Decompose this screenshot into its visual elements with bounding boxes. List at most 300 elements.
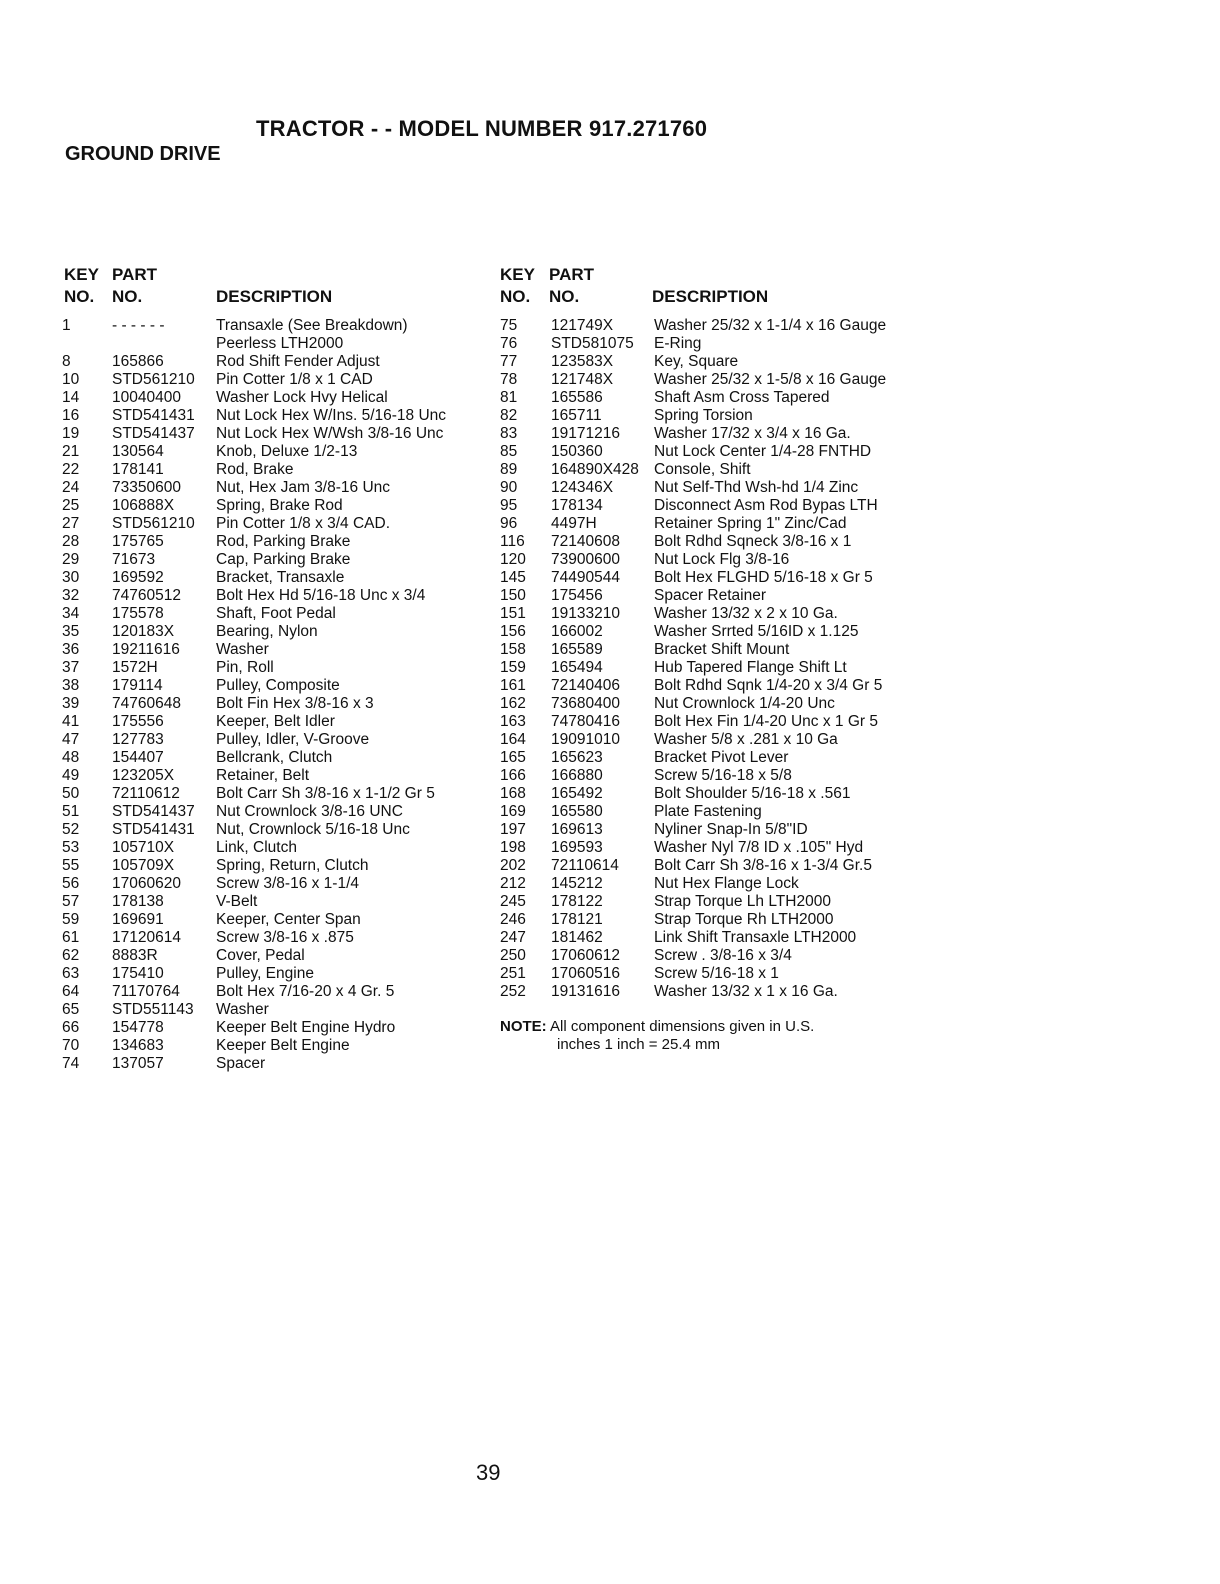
part-description: Key, Square bbox=[654, 353, 739, 370]
part-description: Keeper, Center Span bbox=[216, 911, 361, 928]
table-header bbox=[62, 265, 482, 315]
part-number: 17060612 bbox=[551, 947, 620, 964]
table-row bbox=[62, 569, 482, 587]
key-number: 70 bbox=[62, 1037, 80, 1054]
key-number: 10 bbox=[62, 371, 80, 388]
key-number: 212 bbox=[500, 875, 526, 892]
part-description: Screw 5/16-18 x 1 bbox=[654, 965, 779, 982]
part-number: 106888X bbox=[112, 497, 175, 514]
key-number: 161 bbox=[500, 677, 526, 694]
table-row bbox=[62, 839, 482, 857]
table-row bbox=[500, 317, 930, 335]
key-number: 145 bbox=[500, 569, 526, 586]
part-number: 175556 bbox=[112, 713, 164, 730]
table-row bbox=[500, 947, 930, 965]
key-number: 75 bbox=[500, 317, 518, 334]
table-row bbox=[62, 713, 482, 731]
part-description: Bolt Hex Hd 5/16-18 Unc x 3/4 bbox=[216, 587, 426, 604]
part-number: 145212 bbox=[551, 875, 603, 892]
key-number: 1 bbox=[62, 317, 71, 334]
part-number: 165580 bbox=[551, 803, 603, 820]
table-row bbox=[62, 461, 482, 479]
part-header-1: PART bbox=[112, 265, 158, 284]
part-description: Bolt Rdhd Sqnk 1/4-20 x 3/4 Gr 5 bbox=[654, 677, 883, 694]
part-description: Rod, Brake bbox=[216, 461, 294, 478]
key-number: 34 bbox=[62, 605, 80, 622]
part-number: 17120614 bbox=[112, 929, 181, 946]
table-row bbox=[62, 1055, 482, 1073]
table-row bbox=[62, 875, 482, 893]
part-description: Bracket, Transaxle bbox=[216, 569, 345, 586]
part-description: Nut, Hex Jam 3/8-16 Unc bbox=[216, 479, 391, 496]
table-row bbox=[62, 749, 482, 767]
key-number: 53 bbox=[62, 839, 80, 856]
table-row bbox=[500, 929, 930, 947]
section-title: GROUND DRIVE bbox=[65, 143, 221, 165]
part-number: 73350600 bbox=[112, 479, 181, 496]
part-description: Nut Self-Thd Wsh-hd 1/4 Zinc bbox=[654, 479, 859, 496]
part-number: 17060516 bbox=[551, 965, 620, 982]
table-row bbox=[62, 947, 482, 965]
table-row bbox=[500, 569, 930, 587]
part-description: Nut Lock Center 1/4-28 FNTHD bbox=[654, 443, 872, 460]
part-number: 120183X bbox=[112, 623, 175, 640]
table-row bbox=[500, 785, 930, 803]
part-number: 134683 bbox=[112, 1037, 164, 1054]
part-description: Link Shift Transaxle LTH2000 bbox=[654, 929, 857, 946]
table-row bbox=[500, 695, 930, 713]
key-number: 41 bbox=[62, 713, 80, 730]
parts-rows bbox=[500, 317, 930, 1001]
part-number: STD561210 bbox=[112, 371, 195, 388]
part-number: 74760648 bbox=[112, 695, 181, 712]
dimension-note bbox=[500, 1018, 814, 1054]
table-row bbox=[500, 623, 930, 641]
part-description: Keeper Belt Engine Hydro bbox=[216, 1019, 396, 1036]
part-description: Washer Lock Hvy Helical bbox=[216, 389, 388, 406]
part-number: - - - - - - bbox=[112, 317, 165, 334]
table-row bbox=[62, 605, 482, 623]
part-header-1: PART bbox=[549, 265, 595, 284]
part-number: 17060620 bbox=[112, 875, 181, 892]
key-number: 8 bbox=[62, 353, 71, 370]
part-number: 154778 bbox=[112, 1019, 164, 1036]
table-row bbox=[62, 389, 482, 407]
key-number: 39 bbox=[62, 695, 80, 712]
table-row bbox=[62, 371, 482, 389]
part-description: Rod, Parking Brake bbox=[216, 533, 351, 550]
part-description: Rod Shift Fender Adjust bbox=[216, 353, 380, 370]
part-description: Plate Fastening bbox=[654, 803, 762, 820]
part-description: Washer 25/32 x 1-1/4 x 16 Gauge bbox=[654, 317, 887, 334]
part-description: Washer Nyl 7/8 ID x .105" Hyd bbox=[654, 839, 864, 856]
part-description: Keeper Belt Engine bbox=[216, 1037, 350, 1054]
table-row bbox=[62, 353, 482, 371]
part-number: 10040400 bbox=[112, 389, 181, 406]
parts-list-left bbox=[62, 265, 482, 1073]
table-row bbox=[62, 641, 482, 659]
table-row bbox=[62, 695, 482, 713]
part-number: 137057 bbox=[112, 1055, 164, 1072]
part-description: Bearing, Nylon bbox=[216, 623, 318, 640]
key-number: 164 bbox=[500, 731, 526, 748]
table-row bbox=[500, 893, 930, 911]
note-line-1: All component dimensions given in U.S. bbox=[550, 1018, 815, 1035]
table-row bbox=[500, 371, 930, 389]
key-number: 202 bbox=[500, 857, 526, 874]
part-number: 165866 bbox=[112, 353, 164, 370]
key-number: 27 bbox=[62, 515, 80, 532]
part-description: Spring, Brake Rod bbox=[216, 497, 343, 514]
key-number: 95 bbox=[500, 497, 518, 514]
key-number: 66 bbox=[62, 1019, 80, 1036]
note-label: NOTE: bbox=[500, 1018, 547, 1035]
part-description: Pin, Roll bbox=[216, 659, 274, 676]
key-number: 14 bbox=[62, 389, 80, 406]
part-description: Hub Tapered Flange Shift Lt bbox=[654, 659, 847, 676]
part-description: Bolt Carr Sh 3/8-16 x 1-1/2 Gr 5 bbox=[216, 785, 435, 802]
key-number: 25 bbox=[62, 497, 80, 514]
part-number: 165623 bbox=[551, 749, 603, 766]
part-description: Spacer Retainer bbox=[654, 587, 767, 604]
key-number: 158 bbox=[500, 641, 526, 658]
part-number: STD541437 bbox=[112, 803, 195, 820]
part-description: Washer 13/32 x 1 x 16 Ga. bbox=[654, 983, 838, 1000]
table-row bbox=[62, 821, 482, 839]
part-number: 127783 bbox=[112, 731, 164, 748]
part-number: 4497H bbox=[551, 515, 597, 532]
part-number: 19091010 bbox=[551, 731, 620, 748]
table-row bbox=[62, 623, 482, 641]
part-number: 178121 bbox=[551, 911, 603, 928]
table-row bbox=[62, 929, 482, 947]
part-description: Bracket Shift Mount bbox=[654, 641, 790, 658]
key-number: 89 bbox=[500, 461, 518, 478]
part-description: Washer Srrted 5/16ID x 1.125 bbox=[654, 623, 859, 640]
table-row bbox=[62, 335, 482, 353]
key-number: 59 bbox=[62, 911, 80, 928]
part-number: 19133210 bbox=[551, 605, 620, 622]
table-header bbox=[500, 265, 930, 315]
key-number: 65 bbox=[62, 1001, 80, 1018]
table-row bbox=[62, 479, 482, 497]
table-row bbox=[500, 605, 930, 623]
part-number: 8883R bbox=[112, 947, 158, 964]
key-number: 197 bbox=[500, 821, 526, 838]
key-number: 74 bbox=[62, 1055, 80, 1072]
part-description: Pin Cotter 1/8 x 3/4 CAD. bbox=[216, 515, 391, 532]
table-row bbox=[62, 731, 482, 749]
table-row bbox=[500, 407, 930, 425]
part-description: Bolt Shoulder 5/16-18 x .561 bbox=[654, 785, 851, 802]
part-description: Nut Lock Flg 3/8-16 bbox=[654, 551, 790, 568]
key-header-1: KEY bbox=[64, 265, 99, 284]
part-number: STD541437 bbox=[112, 425, 195, 442]
table-row bbox=[500, 965, 930, 983]
part-description: Link, Clutch bbox=[216, 839, 297, 856]
part-description: Pin Cotter 1/8 x 1 CAD bbox=[216, 371, 373, 388]
table-row bbox=[500, 587, 930, 605]
part-number: 73680400 bbox=[551, 695, 620, 712]
part-number: 169593 bbox=[551, 839, 603, 856]
part-number: 181462 bbox=[551, 929, 603, 946]
table-row bbox=[500, 803, 930, 821]
key-number: 28 bbox=[62, 533, 80, 550]
parts-rows bbox=[62, 317, 482, 1073]
part-number: 19131616 bbox=[551, 983, 620, 1000]
table-row bbox=[500, 389, 930, 407]
part-number: 175578 bbox=[112, 605, 164, 622]
part-description: Nyliner Snap-In 5/8"ID bbox=[654, 821, 808, 838]
part-number: 166880 bbox=[551, 767, 603, 784]
key-number: 245 bbox=[500, 893, 526, 910]
part-description: Nut Lock Hex W/Wsh 3/8-16 Unc bbox=[216, 425, 444, 442]
part-number: 178134 bbox=[551, 497, 603, 514]
part-description: Bolt Hex FLGHD 5/16-18 x Gr 5 bbox=[654, 569, 873, 586]
key-number: 62 bbox=[62, 947, 80, 964]
part-description: Nut Crownlock 3/8-16 UNC bbox=[216, 803, 403, 820]
key-number: 96 bbox=[500, 515, 518, 532]
key-number: 165 bbox=[500, 749, 526, 766]
key-number: 48 bbox=[62, 749, 80, 766]
key-number: 64 bbox=[62, 983, 80, 1000]
table-row bbox=[500, 677, 930, 695]
table-row bbox=[500, 767, 930, 785]
table-row bbox=[62, 1037, 482, 1055]
key-number: 61 bbox=[62, 929, 80, 946]
part-number: 74490544 bbox=[551, 569, 620, 586]
key-number: 76 bbox=[500, 335, 518, 352]
note-line-2: inches 1 inch = 25.4 mm bbox=[557, 1036, 721, 1053]
part-number: 105709X bbox=[112, 857, 175, 874]
part-number: 71170764 bbox=[112, 983, 180, 1000]
part-number: 178138 bbox=[112, 893, 164, 910]
table-row bbox=[500, 857, 930, 875]
key-number: 21 bbox=[62, 443, 80, 460]
part-number: 121749X bbox=[551, 317, 614, 334]
part-description: Shaft, Foot Pedal bbox=[216, 605, 336, 622]
key-number: 168 bbox=[500, 785, 526, 802]
table-row bbox=[500, 875, 930, 893]
part-description: Transaxle (See Breakdown) bbox=[216, 317, 408, 334]
part-description: Knob, Deluxe 1/2-13 bbox=[216, 443, 358, 460]
table-row bbox=[62, 515, 482, 533]
part-number: 175410 bbox=[112, 965, 164, 982]
key-number: 250 bbox=[500, 947, 526, 964]
key-number: 78 bbox=[500, 371, 518, 388]
table-row bbox=[62, 857, 482, 875]
table-row bbox=[62, 785, 482, 803]
part-description: Pulley, Composite bbox=[216, 677, 340, 694]
key-number: 81 bbox=[500, 389, 518, 406]
part-number: 165589 bbox=[551, 641, 603, 658]
table-row bbox=[500, 911, 930, 929]
part-number: 123205X bbox=[112, 767, 175, 784]
part-number: 74760512 bbox=[112, 587, 181, 604]
part-description: Bellcrank, Clutch bbox=[216, 749, 333, 766]
table-row bbox=[62, 677, 482, 695]
part-description: Washer 17/32 x 3/4 x 16 Ga. bbox=[654, 425, 851, 442]
table-row bbox=[500, 551, 930, 569]
part-number: 19211616 bbox=[112, 641, 180, 658]
part-description: Washer 25/32 x 1-5/8 x 16 Gauge bbox=[654, 371, 887, 388]
part-description: Spacer bbox=[216, 1055, 266, 1072]
table-row bbox=[500, 659, 930, 677]
key-number: 22 bbox=[62, 461, 80, 478]
part-number: 73900600 bbox=[551, 551, 620, 568]
table-row bbox=[62, 443, 482, 461]
key-number: 252 bbox=[500, 983, 526, 1000]
key-number: 57 bbox=[62, 893, 80, 910]
part-description: Spring, Return, Clutch bbox=[216, 857, 369, 874]
table-row bbox=[62, 425, 482, 443]
table-row bbox=[500, 749, 930, 767]
key-number: 52 bbox=[62, 821, 80, 838]
table-row bbox=[62, 317, 482, 335]
table-row bbox=[500, 443, 930, 461]
part-description: Bolt Fin Hex 3/8-16 x 3 bbox=[216, 695, 374, 712]
part-description: Strap Torque Lh LTH2000 bbox=[654, 893, 831, 910]
table-row bbox=[62, 965, 482, 983]
part-description: E-Ring bbox=[654, 335, 702, 352]
table-row bbox=[500, 425, 930, 443]
key-number: 120 bbox=[500, 551, 526, 568]
part-number: 105710X bbox=[112, 839, 175, 856]
part-number: 164890X428 bbox=[551, 461, 639, 478]
key-number: 37 bbox=[62, 659, 80, 676]
part-description: Retainer Spring 1" Zinc/Cad bbox=[654, 515, 847, 532]
key-number: 83 bbox=[500, 425, 518, 442]
part-number: 72140406 bbox=[551, 677, 620, 694]
part-description: Washer bbox=[216, 1001, 269, 1018]
key-number: 63 bbox=[62, 965, 80, 982]
table-row bbox=[62, 497, 482, 515]
part-description: Screw 3/8-16 x 1-1/4 bbox=[216, 875, 360, 892]
part-description: Peerless LTH2000 bbox=[216, 335, 344, 352]
part-number: 169613 bbox=[551, 821, 603, 838]
part-number: 72110612 bbox=[112, 785, 180, 802]
table-row bbox=[500, 497, 930, 515]
part-description: Keeper, Belt Idler bbox=[216, 713, 335, 730]
key-number: 163 bbox=[500, 713, 526, 730]
part-description: Nut Crownlock 1/4-20 Unc bbox=[654, 695, 835, 712]
key-number: 247 bbox=[500, 929, 526, 946]
part-number: 166002 bbox=[551, 623, 603, 640]
table-row bbox=[500, 839, 930, 857]
part-number: 165586 bbox=[551, 389, 603, 406]
part-number: 123583X bbox=[551, 353, 614, 370]
part-description: Retainer, Belt bbox=[216, 767, 310, 784]
table-row bbox=[62, 1001, 482, 1019]
parts-list-right bbox=[500, 265, 930, 1001]
part-number: 72140608 bbox=[551, 533, 620, 550]
part-number: 71673 bbox=[112, 551, 156, 568]
part-number: 74780416 bbox=[551, 713, 620, 730]
table-row bbox=[62, 983, 482, 1001]
table-row bbox=[500, 641, 930, 659]
key-number: 77 bbox=[500, 353, 518, 370]
key-number: 30 bbox=[62, 569, 80, 586]
part-description: Strap Torque Rh LTH2000 bbox=[654, 911, 834, 928]
page-title: TRACTOR - - MODEL NUMBER 917.271760 bbox=[256, 116, 708, 141]
part-description: Washer bbox=[216, 641, 269, 658]
table-row bbox=[500, 335, 930, 353]
key-number: 156 bbox=[500, 623, 526, 640]
key-number: 246 bbox=[500, 911, 526, 928]
part-description: Cover, Pedal bbox=[216, 947, 305, 964]
key-number: 166 bbox=[500, 767, 526, 784]
table-row bbox=[62, 767, 482, 785]
description-header: DESCRIPTION bbox=[216, 287, 333, 306]
part-number: 72110614 bbox=[551, 857, 619, 874]
part-number: 169592 bbox=[112, 569, 164, 586]
description-header: DESCRIPTION bbox=[652, 287, 769, 306]
part-header-2: NO. bbox=[549, 287, 580, 306]
part-number: 19171216 bbox=[551, 425, 620, 442]
part-description: Screw 5/16-18 x 5/8 bbox=[654, 767, 792, 784]
key-number: 82 bbox=[500, 407, 518, 424]
part-number: 175456 bbox=[551, 587, 603, 604]
part-description: Nut, Crownlock 5/16-18 Unc bbox=[216, 821, 410, 838]
part-description: Bolt Rdhd Sqneck 3/8-16 x 1 bbox=[654, 533, 852, 550]
table-row bbox=[500, 515, 930, 533]
part-description: V-Belt bbox=[216, 893, 258, 910]
part-number: 165711 bbox=[551, 407, 602, 424]
part-number: 165494 bbox=[551, 659, 603, 676]
table-row bbox=[500, 533, 930, 551]
part-number: 1572H bbox=[112, 659, 158, 676]
part-number: STD551143 bbox=[112, 1001, 194, 1018]
table-row bbox=[62, 533, 482, 551]
part-description: Spring Torsion bbox=[654, 407, 753, 424]
table-row bbox=[500, 461, 930, 479]
part-number: 121748X bbox=[551, 371, 614, 388]
table-row bbox=[62, 911, 482, 929]
key-header-2: NO. bbox=[64, 287, 95, 306]
part-number: 179114 bbox=[112, 677, 163, 694]
key-number: 29 bbox=[62, 551, 80, 568]
table-row bbox=[62, 659, 482, 677]
key-number: 251 bbox=[500, 965, 526, 982]
key-number: 36 bbox=[62, 641, 80, 658]
part-number: 130564 bbox=[112, 443, 164, 460]
key-number: 19 bbox=[62, 425, 80, 442]
part-number: 175765 bbox=[112, 533, 164, 550]
part-description: Screw . 3/8-16 x 3/4 bbox=[654, 947, 792, 964]
part-description: Cap, Parking Brake bbox=[216, 551, 351, 568]
key-number: 85 bbox=[500, 443, 518, 460]
part-number: 124346X bbox=[551, 479, 614, 496]
part-number: 154407 bbox=[112, 749, 164, 766]
key-number: 16 bbox=[62, 407, 80, 424]
table-row bbox=[500, 479, 930, 497]
key-number: 50 bbox=[62, 785, 80, 802]
part-number: 150360 bbox=[551, 443, 603, 460]
part-number: 169691 bbox=[112, 911, 164, 928]
key-number: 35 bbox=[62, 623, 80, 640]
table-row bbox=[500, 731, 930, 749]
page-number: 39 bbox=[476, 1460, 501, 1485]
table-row bbox=[62, 551, 482, 569]
part-number: STD541431 bbox=[112, 407, 195, 424]
key-number: 47 bbox=[62, 731, 80, 748]
table-row bbox=[500, 713, 930, 731]
table-row bbox=[62, 1019, 482, 1037]
part-description: Pulley, Idler, V-Groove bbox=[216, 731, 370, 748]
table-row bbox=[62, 893, 482, 911]
part-description: Nut Lock Hex W/Ins. 5/16-18 Unc bbox=[216, 407, 447, 424]
key-number: 198 bbox=[500, 839, 526, 856]
